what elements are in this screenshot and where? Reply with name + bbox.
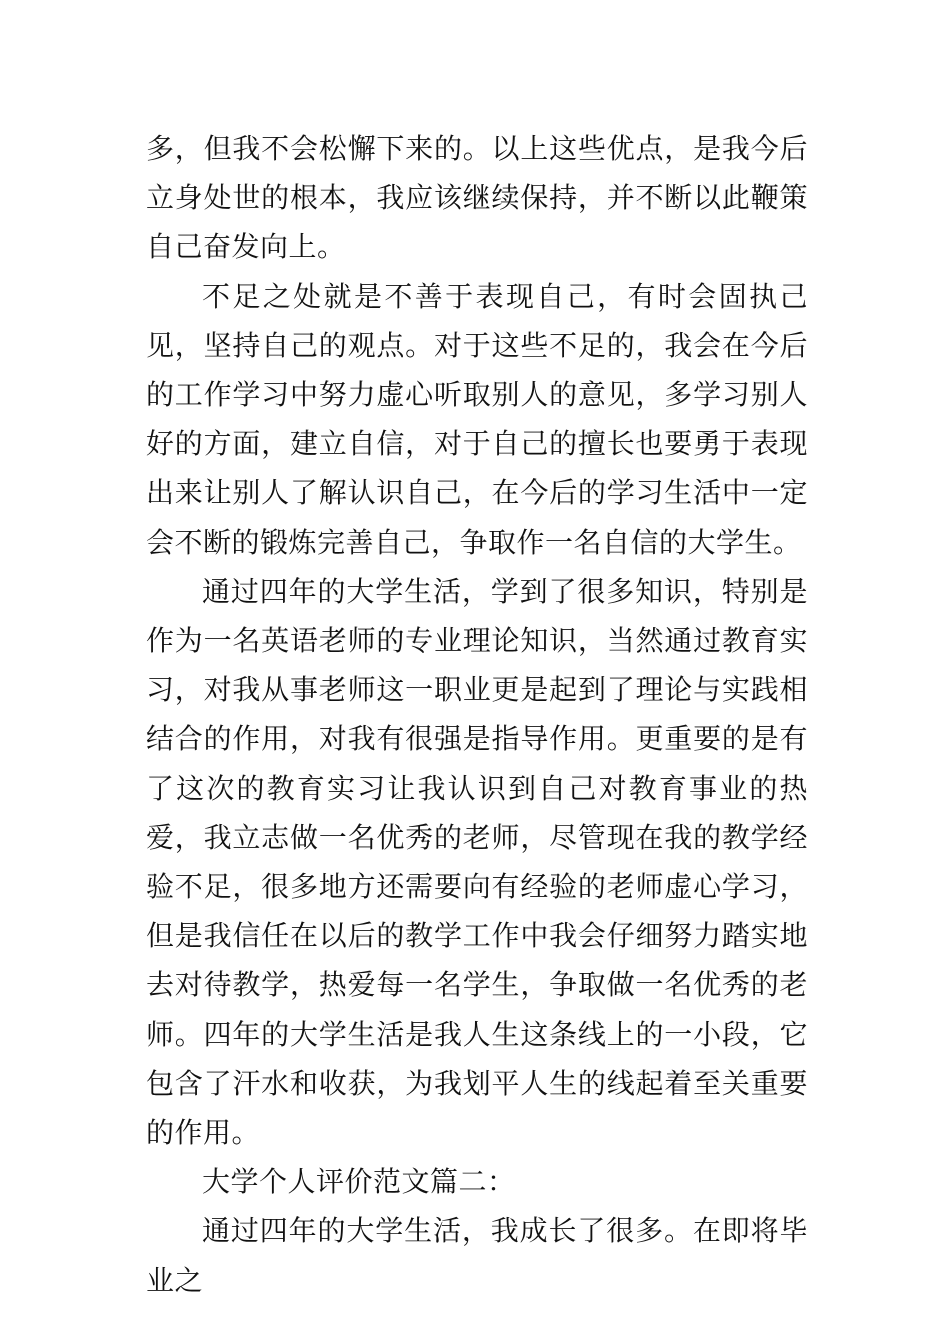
paragraph-shortcomings: 不足之处就是不善于表现自己，有时会固执己见，坚持自己的观点。对于这些不足的，我会在今后的工作学习中努力虚心听取别人的意见，多学习别人好的方面，建立自信，对于自己的擅长也要勇于表现出来让别人了解认识自己，在今后的学习生活中一定会不断的锻炼完善自己，争取作一名自信的大学生。 — [146, 279, 808, 559]
section-heading: 大学个人评价范文篇二： — [202, 1165, 516, 1199]
paragraph-sample-two-start: 通过四年的大学生活，我成长了很多。在即将毕业之 — [146, 1214, 808, 1297]
paragraph-university-life: 通过四年的大学生活，学到了很多知识，特别是作为一名英语老师的专业理论知识，当然通过教育实习，对我从事老师这一职业更是起到了理论与实践相结合的作用，对我有很强是指导作用。更重要的是有了这次的教育实习让我认识到自己对教育事业的热爱，我立志做一名优秀的老师，尽管现在我的教学经验不足，很多地方还需要向有经验的老师虚心学习，但是我信任在以后的教学工作中我会仔细努力踏实地去对待教学，热爱每一名学生，争取做一名优秀的老师。四年的大学生活是我人生这条线上的一小段，它包含了汗水和收获，为我划平人生的线起着至关重要的作用。 — [146, 574, 808, 1150]
paragraph-continuation: 多，但我不会松懈下来的。以上这些优点，是我今后立身处世的根本，我应该继续保持，并不断以此鞭策自己奋发向上。 — [146, 132, 808, 264]
document-body — [146, 124, 808, 1305]
